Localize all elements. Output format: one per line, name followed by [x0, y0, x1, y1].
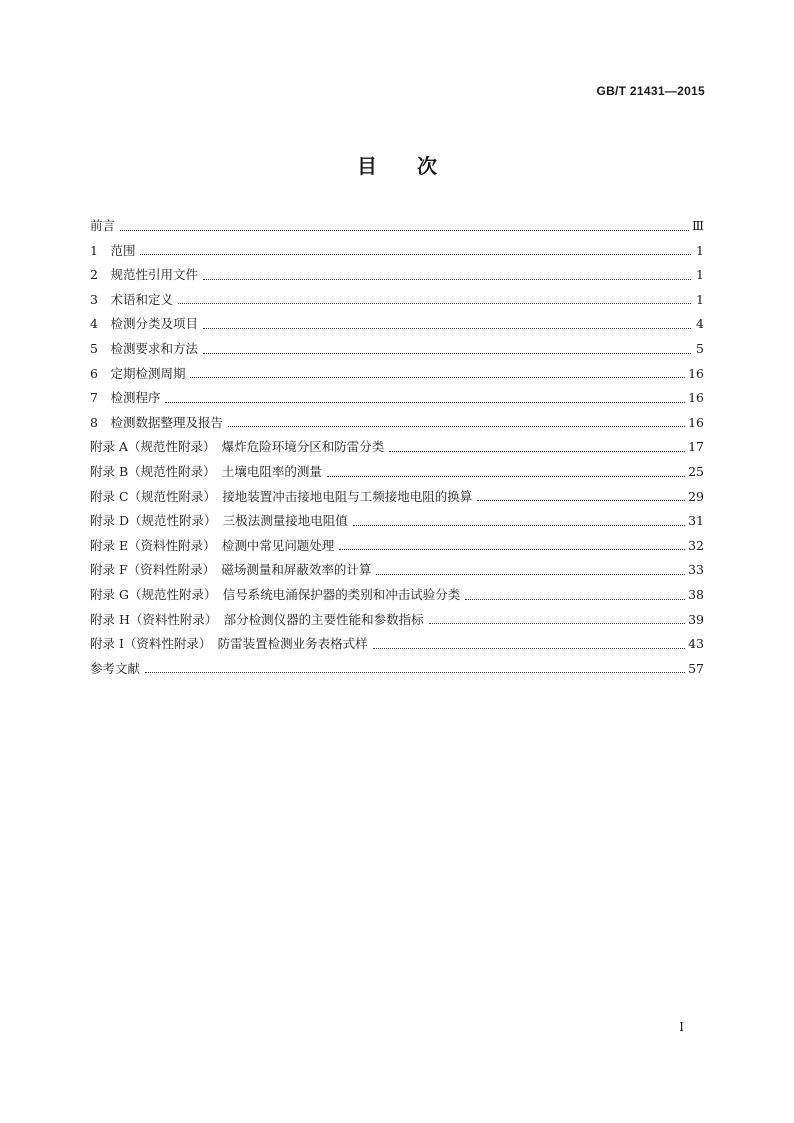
toc-entry-label: 附录 G（规范性附录） 信号系统电涌保护器的类别和冲击试验分类	[90, 586, 461, 602]
toc-entry-4[interactable]	[90, 312, 704, 337]
dot-leader	[203, 328, 691, 329]
toc-entry-page: 39	[688, 611, 704, 627]
dot-leader	[178, 303, 691, 304]
toc-entry-label: 附录 E（资料性附录） 检测中常见问题处理	[90, 537, 335, 553]
toc-entry-page: Ⅲ	[691, 218, 704, 233]
toc-entry-annex-b[interactable]	[90, 460, 704, 485]
toc-entry-label: 2 规范性引用文件	[90, 267, 198, 283]
dot-leader	[145, 672, 685, 673]
toc-entry-label: 附录 A（规范性附录） 爆炸危险环境分区和防雷分类	[90, 439, 385, 455]
toc-entry-label: 1 范围	[90, 242, 136, 258]
toc-entry-6[interactable]	[90, 362, 704, 387]
toc-entry-page: 32	[688, 537, 704, 553]
toc-entry-label: 附录 B（规范性附录） 土壤电阻率的测量	[90, 463, 322, 479]
toc-entry-annex-f[interactable]	[90, 558, 704, 583]
toc-entry-label: 前言	[90, 218, 116, 233]
toc-entry-3[interactable]	[90, 288, 704, 313]
toc-entry-page: 57	[688, 660, 704, 676]
dot-leader	[477, 500, 685, 501]
toc-entry-1[interactable]	[90, 239, 704, 264]
toc-entry-label: 4 检测分类及项目	[90, 316, 198, 332]
dot-leader	[228, 426, 685, 427]
toc-entry-page: 38	[688, 586, 704, 602]
toc-entry-foreword[interactable]	[90, 214, 704, 239]
toc-entry-page: 4	[696, 316, 704, 332]
toc-entry-page: 1	[696, 291, 704, 307]
toc-entry-label: 参考文献	[90, 660, 141, 676]
toc-entry-page: 5	[696, 340, 704, 356]
dot-leader	[203, 353, 691, 354]
page-number: I	[679, 1020, 684, 1034]
toc-entry-page: 1	[696, 267, 704, 283]
toc-entry-annex-a[interactable]	[90, 435, 704, 460]
toc-entry-annex-d[interactable]	[90, 509, 704, 534]
toc-entry-label: 7 检测程序	[90, 390, 161, 406]
toc-entry-label: 附录 H（资料性附录） 部分检测仪器的主要性能和参数指标	[90, 611, 424, 627]
dot-leader	[429, 623, 685, 624]
toc-entry-page: 43	[688, 636, 704, 652]
toc-entry-bibliography[interactable]	[90, 657, 704, 682]
toc-entry-label: 附录 C（规范性附录） 接地装置冲击接地电阻与工频接地电阻的换算	[90, 488, 473, 504]
toc-entry-label: 8 检测数据整理及报告	[90, 414, 223, 430]
dot-leader	[120, 230, 689, 231]
dot-leader	[389, 451, 685, 452]
toc-entry-label: 附录 D（规范性附录） 三极法测量接地电阻值	[90, 513, 348, 529]
dot-leader	[203, 279, 691, 280]
toc-entry-label: 5 检测要求和方法	[90, 340, 198, 356]
dot-leader	[465, 599, 685, 600]
toc-entry-annex-g[interactable]	[90, 583, 704, 608]
toc-entry-label: 6 定期检测周期	[90, 365, 186, 381]
toc-entry-page: 17	[688, 439, 704, 455]
toc-entry-label: 附录 I（资料性附录） 防雷装置检测业务表格式样	[90, 636, 368, 652]
toc-entry-7[interactable]	[90, 386, 704, 411]
toc-entry-page: 16	[688, 390, 704, 406]
toc-entry-annex-h[interactable]	[90, 608, 704, 633]
toc-entry-page: 16	[688, 365, 704, 381]
toc-entry-annex-e[interactable]	[90, 534, 704, 559]
dot-leader	[327, 476, 685, 477]
toc-entry-page: 16	[688, 414, 704, 430]
toc-entry-2[interactable]	[90, 263, 704, 288]
table-of-contents	[90, 214, 704, 681]
dot-leader	[165, 402, 685, 403]
standard-number: GB/T 21431—2015	[596, 84, 705, 98]
toc-entry-8[interactable]	[90, 411, 704, 436]
toc-entry-page: 29	[688, 488, 704, 504]
dot-leader	[140, 254, 691, 255]
toc-entry-page: 25	[688, 463, 704, 479]
toc-entry-page: 31	[688, 513, 704, 529]
dot-leader	[373, 648, 685, 649]
dot-leader	[376, 574, 685, 575]
toc-entry-label: 3 术语和定义	[90, 291, 173, 307]
toc-entry-page: 33	[688, 562, 704, 578]
toc-entry-annex-c[interactable]	[90, 485, 704, 510]
dot-leader	[353, 525, 685, 526]
dot-leader	[190, 377, 685, 378]
toc-entry-annex-i[interactable]	[90, 632, 704, 657]
dot-leader	[339, 549, 685, 550]
toc-entry-5[interactable]	[90, 337, 704, 362]
toc-entry-page: 1	[696, 242, 704, 258]
toc-entry-label: 附录 F（资料性附录） 磁场测量和屏蔽效率的计算	[90, 562, 372, 578]
page-title: 目 次	[357, 154, 437, 178]
